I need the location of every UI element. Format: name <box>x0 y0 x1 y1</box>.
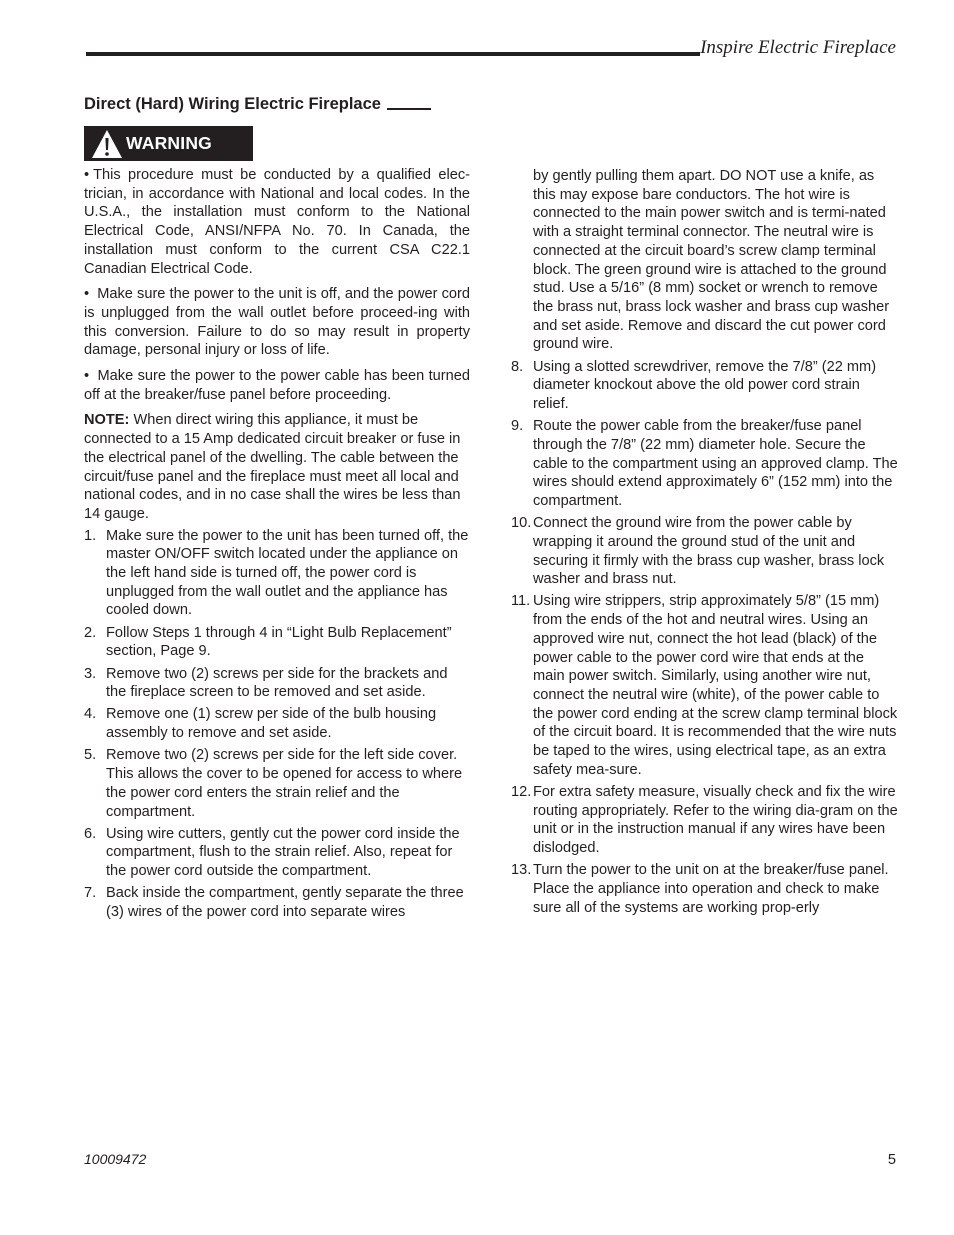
step-item <box>84 527 470 621</box>
bullet-paragraph <box>84 166 470 278</box>
step-item <box>511 861 899 917</box>
bullet-icon: • <box>84 368 90 385</box>
bullet-icon: • <box>84 167 90 183</box>
step-text: For extra safety measure, visually check and fix the wire routing appropriately. Refer to the wiring dia-gram on the unit or in the instruction manual if any wires have been dislodged. <box>533 784 898 857</box>
bullet-text: Make sure the power to the unit is off, and the power cord is unplugged from the wall outlet before proceed-ing with this conversion. Failure to do so may result in property damage, personal injury or loss of life. <box>84 286 470 359</box>
step-number: 7. <box>84 885 97 902</box>
step-item <box>84 665 470 702</box>
step-text: Follow Steps 1 through 4 in “Light Bulb Replacement” section, Page 9. <box>106 624 452 660</box>
step-text: Connect the ground wire from the power cable by wrapping it around the ground stud of the unit and securing it firmly with the brass cup washer, brass lock washer and brass nut. <box>533 515 885 588</box>
step-item <box>84 705 470 742</box>
warning-label: WARNING <box>126 133 212 153</box>
step-text: Using a slotted screwdriver, remove the 7/8” (22 mm) diameter knockout above the old power cord strain relief. <box>533 358 877 412</box>
left-column <box>84 166 470 925</box>
step-text: Using wire cutters, gently cut the power cord inside the compartment, flush to the strain relief. Also, repeat for the power cord outside the compartment. <box>106 825 460 880</box>
bullet-paragraph <box>84 367 470 404</box>
step-number: 9. <box>511 418 524 435</box>
step-text: Remove two (2) screws per side for the brackets and the fireplace screen to be removed and set aside. <box>106 665 448 701</box>
step-text: Using wire strippers, strip approximately 5/8” (15 mm) from the ends of the hot and neutral wires. Using an approved wire nut, connect the hot lead (black) of the power cable to the power cord wire that ends at the main power switch. Similarly, using another wire nut, connect the neutral wire (white), of the power cable to the power cord ending at the screw clamp terminal block of the circuit board. It is recommended that the wire nuts be taped to the wires, using electrical tape, as an extra safety mea-sure. <box>533 593 898 778</box>
section-title <box>84 95 431 114</box>
bullet-text: Make sure the power to the power cable has been turned off at the breaker/fuse panel before proceeding. <box>84 368 470 403</box>
note-text: When direct wiring this appliance, it must be connected to a 15 Amp dedicated circuit breaker or fuse in the electrical panel of the dwelling. The cable between the circuit/fuse panel and the fireplace must meet all local and national codes, and in no case shall the wires be less than 14 gauge. <box>84 412 461 522</box>
bullet-icon: • <box>84 286 90 303</box>
warning-banner <box>84 126 253 161</box>
step-number: 3. <box>84 665 97 682</box>
right-column <box>511 167 899 921</box>
step-number: 2. <box>84 624 97 641</box>
warning-triangle-icon <box>90 128 124 160</box>
step-item <box>511 592 899 779</box>
step-number: 4. <box>84 706 97 723</box>
step-item <box>511 358 899 414</box>
bullet-text: This procedure must be conducted by a qualified elec-trician, in accordance with National and local codes. In the U.S.A., the installation must conform to the National Electrical Code, ANSI/NFPA No. 70. In Canada, the installation must conform to the current CSA C22.1 Canadian Electrical Code. <box>84 167 470 277</box>
step-text: Back inside the compartment, gently separate the three (3) wires of the power cord into separate wires <box>106 885 464 921</box>
step-item <box>84 746 470 821</box>
step-item <box>84 624 470 661</box>
step-7-continued: by gently pulling them apart. DO NOT use a knife, as this may expose bare conductors. The hot wire is connected to the main power switch and is termi-nated with a straight terminal connector. The neutral wire is connected at the circuit board’s screw clamp terminal block. The green ground wire is attached to the ground stud. Use a 5/16” (8 mm) socket or wrench to remove the brass nut, brass lock washer and brass cup washer and set aside. Remove and discard the cut power cord ground wire. <box>533 168 890 353</box>
step-number: 10. <box>511 515 532 532</box>
bullet-paragraph <box>84 285 470 360</box>
step-item <box>511 417 899 511</box>
step-item <box>511 514 899 589</box>
note-label: NOTE: <box>84 412 130 429</box>
page-number: 5 <box>887 1152 896 1168</box>
section-title-rule <box>387 108 431 110</box>
step-item <box>84 825 470 881</box>
step-number: 13. <box>511 862 532 879</box>
step-number: 11. <box>511 593 531 610</box>
step-text: Route the power cable from the breaker/fuse panel through the 7/8” (22 mm) diameter hole. Secure the cable to the compartment using an approved clamp. The wires should extend approximately 6” (152 mm) into the compartment. <box>533 418 898 509</box>
header-title: Inspire Electric Fireplace <box>700 37 896 58</box>
header-rule <box>86 52 700 56</box>
note-paragraph <box>84 411 470 523</box>
step-text: Remove one (1) screw per side of the bulb housing assembly to remove and set aside. <box>106 706 437 742</box>
step-item <box>511 783 899 858</box>
step-number: 6. <box>84 825 97 842</box>
step-number: 12. <box>511 784 532 800</box>
step-text: Make sure the power to the unit has been turned off, the master ON/OFF switch located under the appliance on the left hand side is turned off, the power cord is unplugged from the wall outlet and the appliance has cooled down. <box>106 527 469 619</box>
step-number: 5. <box>84 747 97 764</box>
section-title-text: Direct (Hard) Wiring Electric Fireplace <box>84 95 381 113</box>
step-number: 8. <box>511 358 524 375</box>
step-text: Turn the power to the unit on at the breaker/fuse panel. Place the appliance into operation and check to make sure all of the systems are working prop-erly <box>533 862 889 916</box>
step-text: Remove two (2) screws per side for the left side cover. This allows the cover to be opened for access to where the power cord enters the strain relief and the compartment. <box>106 747 463 820</box>
document-number: 10009472 <box>84 1151 147 1167</box>
step-number: 1. <box>84 527 97 544</box>
step-item <box>84 884 470 921</box>
